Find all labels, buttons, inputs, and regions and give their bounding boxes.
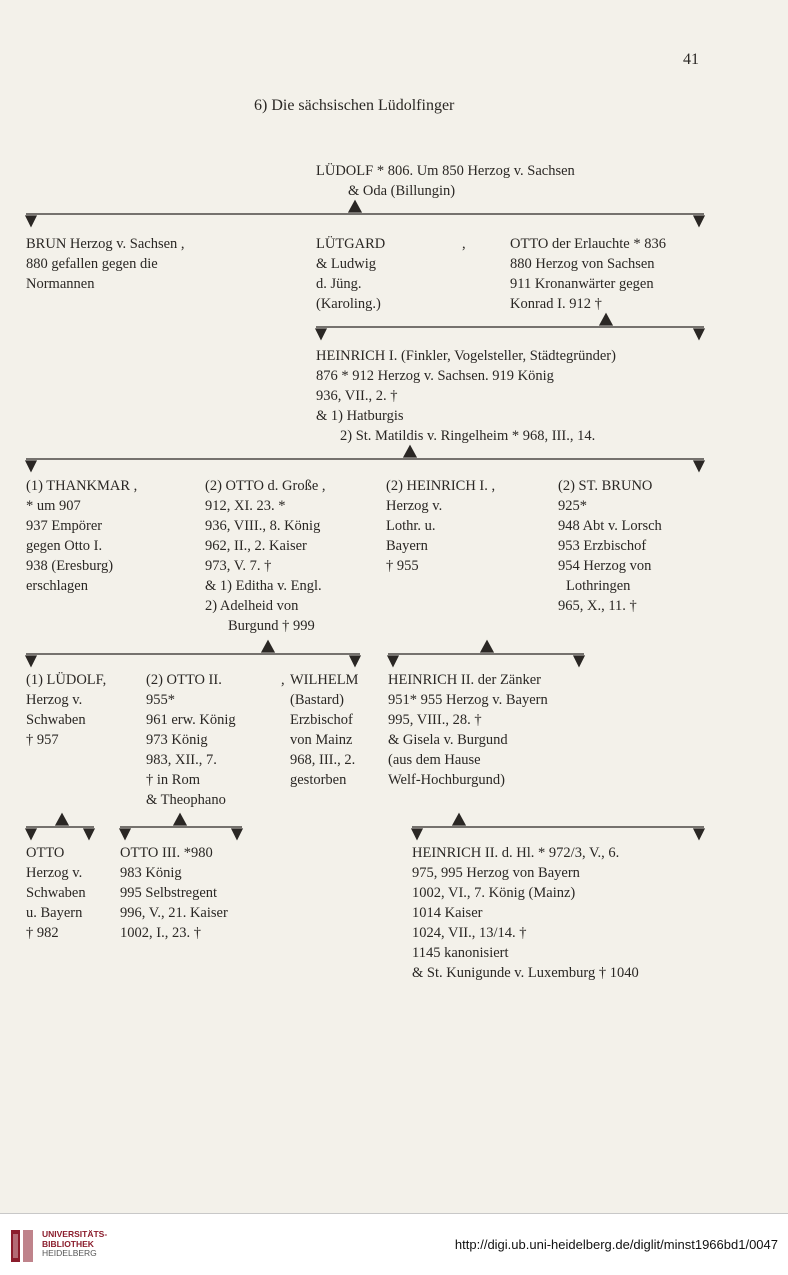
otto-grosse-line-7: 2) Adelheid von bbox=[205, 598, 299, 614]
up-arrow-icon bbox=[453, 814, 465, 825]
up-arrow-icon bbox=[349, 201, 361, 212]
otto-erlauchte-line-3: 911 Kronanwärter gegen bbox=[510, 276, 654, 292]
otto-schwaben-line-4: u. Bayern bbox=[26, 905, 83, 921]
otto2-line-1: (2) OTTO II. bbox=[146, 672, 222, 688]
heinrich-lothr-line-5: † 955 bbox=[386, 558, 419, 574]
otto2-comma: , bbox=[281, 672, 285, 688]
up-arrow-icon bbox=[404, 446, 416, 457]
bruno-line-6: Lothringen bbox=[566, 578, 631, 594]
otto-erlauchte-line-1: OTTO der Erlauchte * 836 bbox=[510, 236, 666, 252]
heinrich1-line-1: HEINRICH I. (Finkler, Vogelsteller, Städtegründer) bbox=[316, 348, 616, 364]
wilhelm-line-6: gestorben bbox=[290, 772, 347, 788]
thankmar-line-4: gegen Otto I. bbox=[26, 538, 103, 554]
bruno-line-5: 954 Herzog von bbox=[558, 558, 652, 574]
down-arrow-icon bbox=[412, 829, 422, 839]
heinrich-heilige-line-6: 1145 kanonisiert bbox=[412, 945, 509, 961]
university-library-logo-icon bbox=[8, 1226, 36, 1266]
root-couple-line-2: & Oda (Billungin) bbox=[348, 183, 456, 199]
heinrich-zanker-line-4: & Gisela v. Burgund bbox=[388, 732, 508, 748]
otto2-line-3: 961 erw. König bbox=[146, 712, 236, 728]
heinrich-heilige-line-7: & St. Kunigunde v. Luxemburg † 1040 bbox=[412, 965, 639, 981]
heinrich-lothr-line-3: Lothr. u. bbox=[386, 518, 436, 534]
otto-schwaben-line-2: Herzog v. bbox=[26, 865, 83, 881]
otto-grosse-line-8: Burgund † 999 bbox=[228, 618, 315, 634]
wilhelm-line-3: Erzbischof bbox=[290, 712, 353, 728]
lutgard-line-3: d. Jüng. bbox=[316, 276, 362, 292]
up-arrow-icon bbox=[481, 641, 493, 652]
heinrich-lothr-line-4: Bayern bbox=[386, 538, 428, 554]
heinrich-zanker-line-6: Welf-Hochburgund) bbox=[388, 772, 505, 788]
brun-line-2: 880 gefallen gegen die bbox=[26, 256, 158, 272]
brun-line-1: BRUN Herzog v. Sachsen , bbox=[26, 236, 185, 252]
thankmar-line-5: 938 (Eresburg) bbox=[26, 558, 114, 574]
heinrich1-line-2: 876 * 912 Herzog v. Sachsen. 919 König bbox=[316, 368, 554, 384]
thankmar-line-6: erschlagen bbox=[26, 578, 88, 594]
library-name-line-3: HEIDELBERG bbox=[42, 1248, 97, 1258]
otto2-line-2: 955* bbox=[146, 692, 175, 708]
otto-grosse-line-2: 912, XI. 23. * bbox=[205, 498, 286, 514]
heinrich1-line-4: & 1) Hatburgis bbox=[316, 408, 404, 424]
ludolf-line-1: (1) LÜDOLF, bbox=[26, 672, 107, 688]
up-arrow-icon bbox=[600, 314, 612, 325]
otto-erlauchte-line-4: Konrad I. 912 † bbox=[510, 296, 602, 312]
thankmar-line-3: 937 Empörer bbox=[26, 518, 103, 534]
otto-schwaben-line-3: Schwaben bbox=[26, 885, 86, 901]
heinrich-heilige-line-4: 1014 Kaiser bbox=[412, 905, 483, 921]
otto3-line-1: OTTO III. *980 bbox=[120, 845, 213, 861]
otto-grosse-line-5: 973, V. 7. † bbox=[205, 558, 272, 574]
otto3-line-5: 1002, I., 23. † bbox=[120, 925, 201, 941]
heinrich-zanker-line-3: 995, VIII., 28. † bbox=[388, 712, 482, 728]
up-arrow-icon bbox=[56, 814, 68, 825]
down-arrow-icon bbox=[574, 656, 584, 666]
heinrich-heilige-line-3: 1002, VI., 7. König (Mainz) bbox=[412, 885, 576, 901]
root-couple-line-1: LÜDOLF * 806. Um 850 Herzog v. Sachsen bbox=[316, 163, 575, 179]
down-arrow-icon bbox=[388, 656, 398, 666]
bruno-line-7: 965, X., 11. † bbox=[558, 598, 637, 614]
wilhelm-line-2: (Bastard) bbox=[290, 692, 344, 708]
down-arrow-icon bbox=[232, 829, 242, 839]
brun-line-3: Normannen bbox=[26, 276, 95, 292]
heinrich-heilige-line-5: 1024, VII., 13/14. † bbox=[412, 925, 527, 941]
footer-bar bbox=[0, 1213, 788, 1275]
otto-schwaben-line-1: OTTO bbox=[26, 845, 65, 861]
wilhelm-line-1: WILHELM bbox=[290, 672, 359, 688]
down-arrow-icon bbox=[26, 461, 36, 471]
down-arrow-icon bbox=[26, 216, 36, 226]
heinrich-heilige-line-2: 975, 995 Herzog von Bayern bbox=[412, 865, 580, 881]
otto-grosse-line-6: & 1) Editha v. Engl. bbox=[205, 578, 322, 594]
bruno-line-2: 925* bbox=[558, 498, 587, 514]
down-arrow-icon bbox=[694, 329, 704, 339]
down-arrow-icon bbox=[84, 829, 94, 839]
permalink-url[interactable]: http://digi.ub.uni-heidelberg.de/diglit/minst1966bd1/0047 bbox=[454, 1237, 778, 1252]
otto3-line-4: 996, V., 21. Kaiser bbox=[120, 905, 228, 921]
otto-grosse-line-3: 936, VIII., 8. König bbox=[205, 518, 321, 534]
otto-grosse-line-4: 962, II., 2. Kaiser bbox=[205, 538, 307, 554]
library-name-line-1: UNIVERSITÄTS- bbox=[42, 1229, 108, 1239]
down-arrow-icon bbox=[120, 829, 130, 839]
wilhelm-line-4: von Mainz bbox=[290, 732, 353, 748]
otto-schwaben-line-5: † 982 bbox=[26, 925, 59, 941]
library-name bbox=[42, 1230, 107, 1259]
lutgard-line-1: LÜTGARD bbox=[316, 236, 386, 252]
down-arrow-icon bbox=[694, 829, 704, 839]
otto-grosse-line-1: (2) OTTO d. Große , bbox=[205, 478, 326, 494]
bruno-line-3: 948 Abt v. Lorsch bbox=[558, 518, 662, 534]
page-number: 41 bbox=[683, 51, 699, 68]
otto3-line-3: 995 Selbstregent bbox=[120, 885, 218, 901]
otto3-line-2: 983 König bbox=[120, 865, 182, 881]
down-arrow-icon bbox=[694, 461, 704, 471]
thankmar-line-1: (1) THANKMAR , bbox=[26, 478, 138, 494]
ludolf-line-2: Herzog v. bbox=[26, 692, 83, 708]
lutgard-line-2: & Ludwig bbox=[316, 256, 377, 272]
lutgard-comma: , bbox=[462, 236, 466, 252]
otto2-line-4: 973 König bbox=[146, 732, 208, 748]
down-arrow-icon bbox=[350, 656, 360, 666]
library-name-line-2: BIBLIOTHEK bbox=[42, 1238, 94, 1249]
down-arrow-icon bbox=[26, 656, 36, 666]
ludolf-line-4: † 957 bbox=[26, 732, 59, 748]
heinrich1-line-3: 936, VII., 2. † bbox=[316, 388, 398, 404]
thankmar-line-2: * um 907 bbox=[26, 498, 81, 514]
heinrich-heilige-line-1: HEINRICH II. d. Hl. * 972/3, V., 6. bbox=[412, 845, 620, 861]
otto-erlauchte-line-2: 880 Herzog von Sachsen bbox=[510, 256, 655, 272]
heinrich1-line-5: 2) St. Matildis v. Ringelheim * 968, III., 14. bbox=[340, 428, 596, 444]
bruno-line-4: 953 Erzbischof bbox=[558, 538, 647, 554]
down-arrow-icon bbox=[316, 329, 326, 339]
heinrich-zanker-line-5: (aus dem Hause bbox=[388, 752, 481, 768]
chapter-title: 6) Die sächsischen Lüdolfinger bbox=[254, 97, 455, 114]
otto2-line-7: & Theophano bbox=[146, 792, 226, 808]
bruno-line-1: (2) ST. BRUNO bbox=[558, 478, 653, 494]
heinrich-lothr-line-2: Herzog v. bbox=[386, 498, 443, 514]
otto2-line-5: 983, XII., 7. bbox=[146, 752, 217, 768]
heinrich-zanker-line-2: 951* 955 Herzog v. Bayern bbox=[388, 692, 548, 708]
heinrich-lothr-line-1: (2) HEINRICH I. , bbox=[386, 478, 496, 494]
down-arrow-icon bbox=[26, 829, 36, 839]
heinrich-zanker-line-1: HEINRICH II. der Zänker bbox=[388, 672, 542, 688]
up-arrow-icon bbox=[262, 641, 274, 652]
down-arrow-icon bbox=[694, 216, 704, 226]
wilhelm-line-5: 968, III., 2. bbox=[290, 752, 356, 768]
up-arrow-icon bbox=[174, 814, 186, 825]
lutgard-line-4: (Karoling.) bbox=[316, 296, 381, 312]
ludolf-line-3: Schwaben bbox=[26, 712, 86, 728]
otto2-line-6: † in Rom bbox=[146, 772, 200, 788]
